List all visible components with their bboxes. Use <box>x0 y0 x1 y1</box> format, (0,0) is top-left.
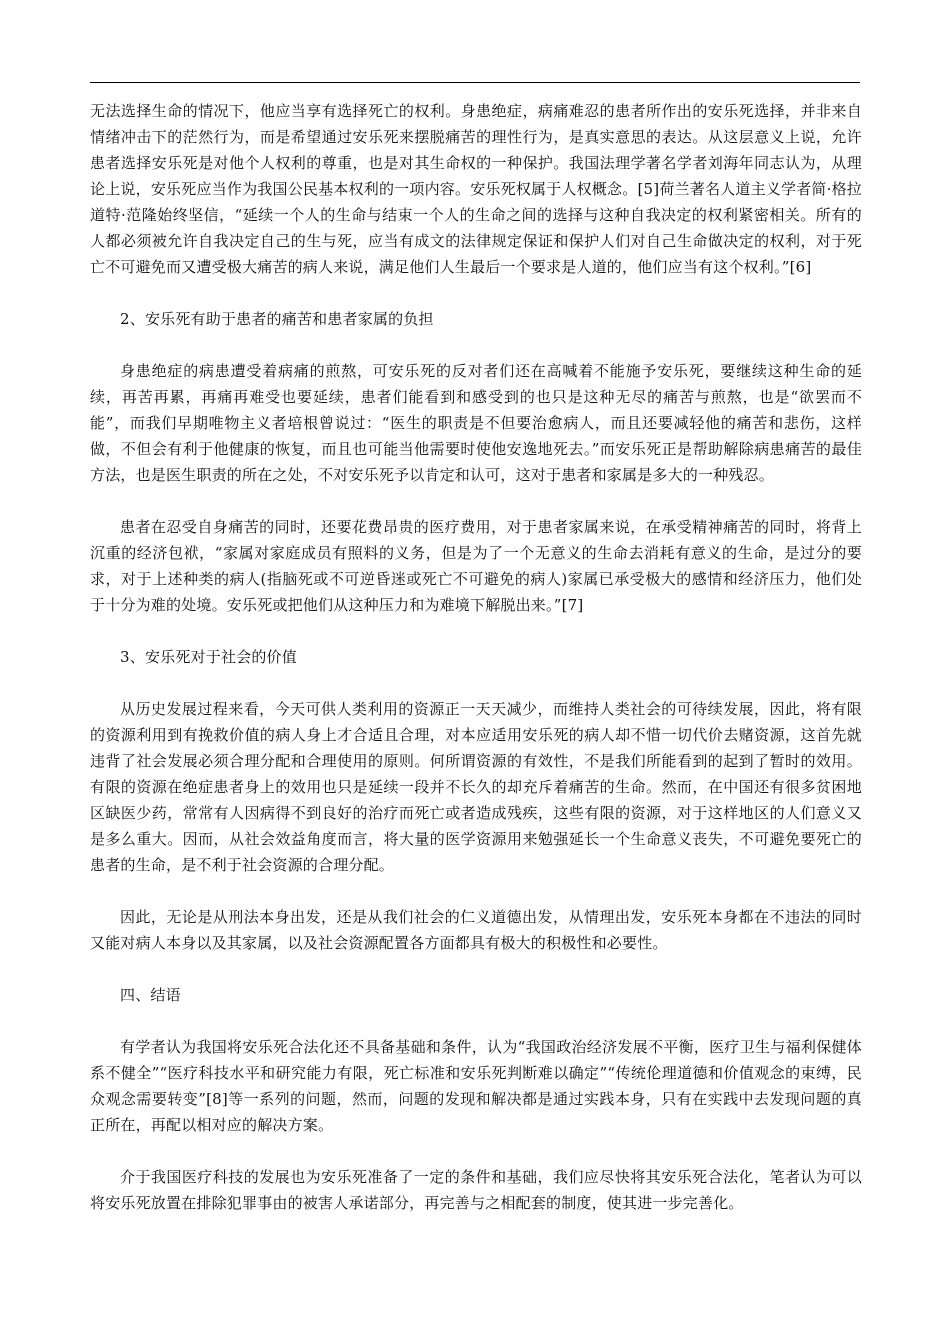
paragraph-patient-suffering: 身患绝症的病患遭受着病痛的煎熬，可安乐死的反对者们还在高喊着不能施予安乐死，要继续这种生命的延续，再苦再累，再痛再难受也要延续，患者们能看到和感受到的也只是这种无尽的痛苦与煎熬，也是“欲罢而不能”，而我们早期唯物主义者培根曾说过：“医生的职责是不但要治愈病人，而且还要减轻他的痛苦和悲伤，这样做，不但会有利于他健康的恢复，而且也可能当他需要时使他安逸地死去。”而安乐死正是帮助解除病患痛苦的最佳方法，也是医生职责的所在之处，不对安乐死予以肯定和认可，这对于患者和家属是多大的一种残忍。 <box>90 362 862 484</box>
paragraph-rights-continuation: 无法选择生命的情况下，他应当享有选择死亡的权利。身患绝症，病痛难忍的患者所作出的安乐死选择，并非来自情绪冲击下的茫然行为，而是希望通过安乐死来摆脱痛苦的理性行为，是真实意思的表达。从这层意义上说，允许患者选择安乐死是对他个人权利的尊重，也是对其生命权的一种保护。我国法理学著名学者刘海年同志认为，从理论上说，安乐死应当作为我国公民基本权利的一项内容。安乐死权属于人权概念。[5]荷兰著名人道主义学者简·格拉道特·范隆始终坚信，“延续一个人的生命与结束一个人的生命之间的选择与这种自我决定的权利紧密相关。所有的人都必须被允许自我决定自己的生与死，应当有成文的法律规定保证和保护人们对自己生命做决定的权利，对于死亡不可避免而又遭受极大痛苦的病人来说，满足他们人生最后一个要求是人道的，他们应当有这个权利。”[6] <box>90 102 862 276</box>
document-body <box>90 98 862 1216</box>
section-heading-conclusion: 四、结语 <box>120 986 181 1004</box>
paragraph-legalization-proposal: 介于我国医疗科技的发展也为安乐死准备了一定的条件和基础，我们应尽快将其安乐死合法化，笔者认为可以将安乐死放置在排除犯罪事由的被害人承诺部分，再完善与之相配套的制度，使其进一步完善化。 <box>90 1168 862 1212</box>
section-heading-2: 2、安乐死有助于患者的痛苦和患者家属的负担 <box>120 310 434 328</box>
header-rule <box>90 82 860 83</box>
section-heading-3: 3、安乐死对于社会的价值 <box>120 648 297 666</box>
paragraph-scholar-views: 有学者认为我国将安乐死合法化还不具备基础和条件，认为“我国政治经济发展不平衡，医疗卫生与福利保健体系不健全”“医疗科技水平和研究能力有限，死亡标准和安乐死判断难以确定”“传统伦理道德和价值观念的束缚，民众观念需要转变”[8]等一系列的问题，然而，问题的发现和解决都是通过实践本身，只有在实践中去发现问题的真正所在，再配以相对应的解决方案。 <box>90 1038 862 1134</box>
paragraph-social-resources: 从历史发展过程来看，今天可供人类利用的资源正一天天减少，而维持人类社会的可待续发展，因此，将有限的资源利用到有挽救价值的病人身上才合适且合理，对本应适用安乐死的病人却不惜一切代价去赌资源，这首先就违背了社会发展必须合理分配和合理使用的原则。何所谓资源的有效性，不是我们所能看到的起到了暂时的效用。有限的资源在绝症患者身上的效用也只是延续一段并不长久的却充斥着痛苦的生命。然而，在中国还有很多贫困地区缺医少药，常常有人因病得不到良好的治疗而死亡或者造成残疾，这些有限的资源，对于这样地区的人们意义又是多么重大。因而，从社会效益角度而言，将大量的医学资源用来勉强延长一个生命意义丧失，不可避免要死亡的患者的生命，是不利于社会资源的合理分配。 <box>90 700 862 874</box>
paragraph-family-burden: 患者在忍受自身痛苦的同时，还要花费昂贵的医疗费用，对于患者家属来说，在承受精神痛苦的同时，将背上沉重的经济包袱，“家属对家庭成员有照料的义务，但是为了一个无意义的生命去消耗有意义的生命，是过分的要求，对于上述种类的病人(指脑死或不可逆昏迷或死亡不可避免的病人)家属已承受极大的感情和经济压力，他们处于十分为难的处境。安乐死或把他们从这种压力和为难境下解脱出来。”[7] <box>90 518 862 614</box>
paragraph-summary: 因此，无论是从刑法本身出发，还是从我们社会的仁义道德出发，从情理出发，安乐死本身都在不违法的同时又能对病人本身以及其家属，以及社会资源配置各方面都具有极大的积极性和必要性。 <box>90 908 862 952</box>
